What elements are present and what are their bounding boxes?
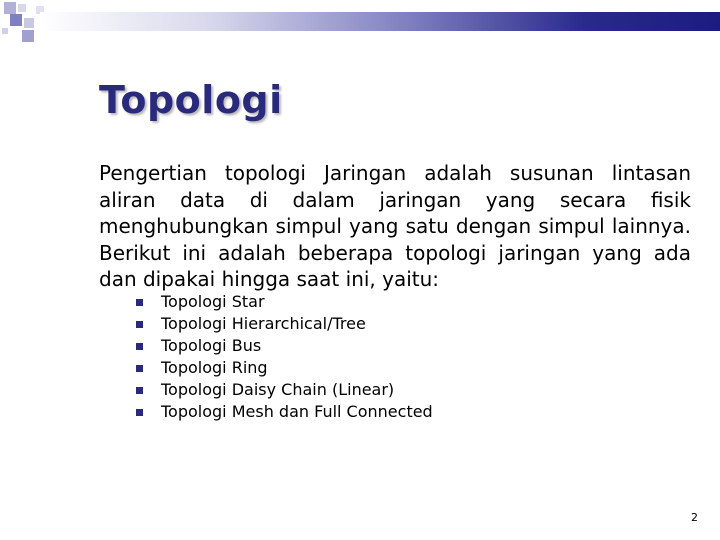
square-bullet-icon: [136, 365, 143, 372]
header-gradient-bar: [40, 12, 720, 31]
topology-list: [136, 291, 433, 423]
list-item-label: Topologi Daisy Chain (Linear): [161, 380, 395, 399]
list-item-label: Topologi Star: [161, 292, 265, 311]
list-item-label: Topologi Bus: [161, 336, 262, 355]
list-item-label: Topologi Hierarchical/Tree: [161, 314, 366, 333]
list-item: [136, 379, 433, 401]
list-item: [136, 357, 433, 379]
list-item: [136, 291, 433, 313]
list-item: [136, 313, 433, 335]
page-number: 2: [691, 511, 698, 524]
square-bullet-icon: [136, 343, 143, 350]
square-bullet-icon: [136, 409, 143, 416]
list-item: [136, 401, 433, 423]
square-bullet-icon: [136, 387, 143, 394]
intro-paragraph: Pengertian topologi Jaringan adalah susunan lintasan aliran data di dalam jaringan yang secara fisik menghubungkan simpul yang satu dengan simpul lainnya. Berikut ini adalah beberapa topologi jaringan yang ada dan dipakai hingga saat ini, yaitu:: [99, 161, 691, 291]
list-item: [136, 335, 433, 357]
square-bullet-icon: [136, 299, 143, 306]
slide-title: Topologi: [99, 78, 283, 122]
list-item-label: Topologi Ring: [161, 358, 268, 377]
square-bullet-icon: [136, 321, 143, 328]
list-item-label: Topologi Mesh dan Full Connected: [161, 402, 433, 421]
